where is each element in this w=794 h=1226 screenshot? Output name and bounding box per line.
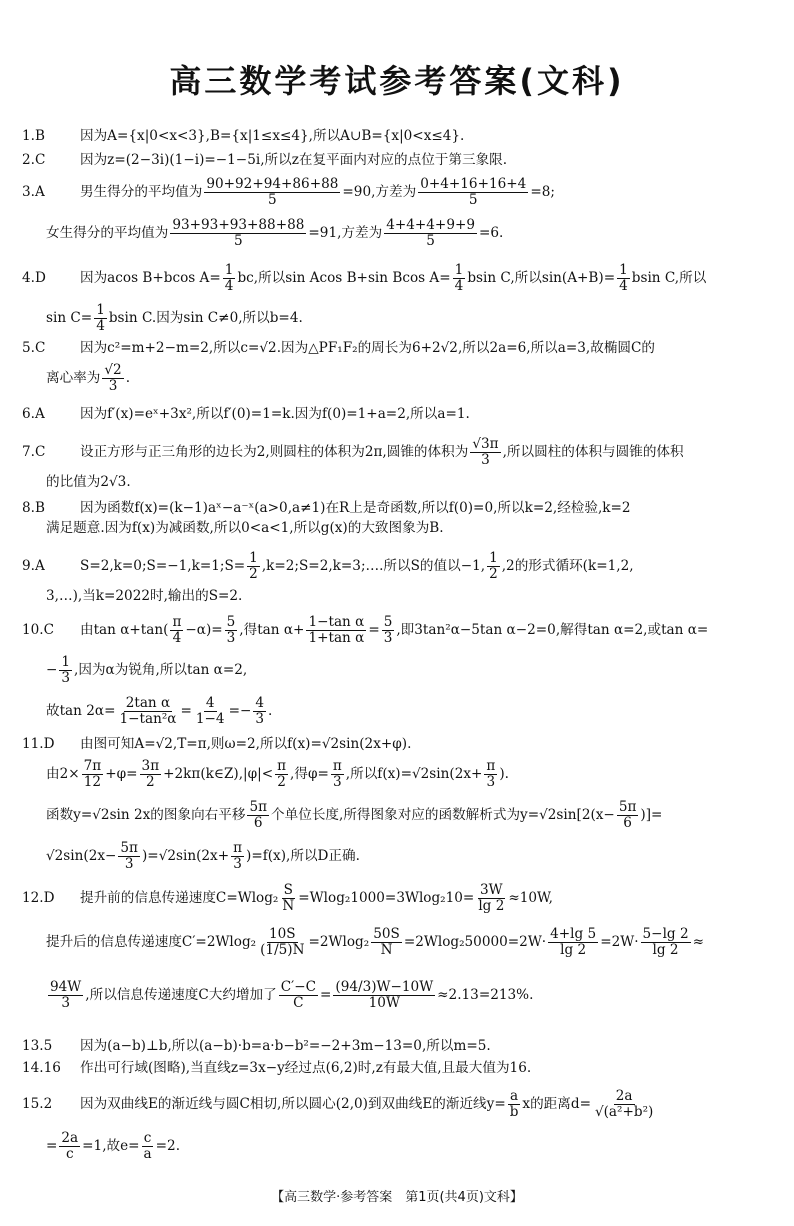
fraction bbox=[225, 615, 238, 646]
numerator: 3W bbox=[480, 881, 503, 898]
denominator: C bbox=[293, 994, 304, 1011]
fraction bbox=[194, 696, 227, 727]
fraction bbox=[617, 800, 639, 831]
denominator: c bbox=[65, 1145, 74, 1162]
page-footer: 【高三数学·参考答案 第1页(共4页)文科】 bbox=[271, 1190, 523, 1205]
numerator: π bbox=[486, 757, 496, 774]
answer-text: ,得tan α+ bbox=[239, 621, 305, 638]
fraction bbox=[247, 551, 260, 582]
numerator: 5π bbox=[618, 798, 637, 815]
answer-text: 函数y=√2sin 2x的图象向右平移 bbox=[46, 806, 246, 823]
numerator: π bbox=[233, 839, 243, 856]
answer-text: )=√2sin(2x+ bbox=[142, 847, 230, 864]
fraction bbox=[102, 363, 123, 394]
fraction bbox=[280, 883, 296, 914]
numerator: a bbox=[510, 1087, 519, 1104]
denominator: 10W bbox=[368, 994, 400, 1011]
fraction bbox=[548, 927, 598, 958]
denominator: N bbox=[380, 941, 393, 958]
numerator: √3π bbox=[472, 435, 499, 452]
answer-text: 因为f′(x)=eˣ+3x²,所以f′(0)=1=k.因为f(0)=1+a=2,所以a=1. bbox=[80, 405, 470, 422]
numerator: 0+4+16+16+4 bbox=[420, 175, 527, 192]
fraction bbox=[94, 303, 107, 334]
numerator: 1 bbox=[61, 653, 71, 670]
fraction bbox=[82, 759, 104, 790]
denominator: 6 bbox=[623, 814, 632, 831]
denominator: 4 bbox=[96, 317, 105, 334]
denominator: 3 bbox=[124, 855, 134, 872]
numerator: 5π bbox=[120, 839, 138, 856]
answer-text: ≈10W, bbox=[508, 889, 553, 906]
denominator: b bbox=[509, 1103, 519, 1120]
denominator: 5 bbox=[468, 191, 478, 208]
fraction bbox=[306, 615, 366, 646]
answer-10 bbox=[22, 610, 778, 732]
answer-text: =2Wlog₂ bbox=[308, 933, 370, 950]
numerator: 1 bbox=[489, 549, 498, 566]
answer-number: 3.A bbox=[22, 183, 45, 200]
fraction bbox=[508, 1089, 521, 1120]
page-title: 高三数学考试参考答案(文科) bbox=[169, 62, 625, 100]
answer-text: bsin C.因为sin C≠0,所以b=4. bbox=[108, 309, 303, 326]
numerator: π bbox=[332, 757, 342, 774]
fraction bbox=[59, 655, 72, 686]
answer-text: √2sin(2x− bbox=[46, 847, 117, 864]
answer-number: 6.A bbox=[22, 405, 45, 422]
denominator: 5 bbox=[234, 232, 243, 249]
fraction bbox=[48, 980, 83, 1011]
answer-text: ,k=2;S=2,k=3;….所以S的值以−1, bbox=[261, 557, 486, 574]
answer-text: = bbox=[180, 702, 192, 719]
fraction bbox=[476, 883, 506, 914]
answer-text: +2kπ(k∈Z),|φ|< bbox=[163, 765, 274, 782]
answer-text: . bbox=[125, 369, 131, 386]
answer-number: 15.2 bbox=[22, 1095, 53, 1112]
answer-14 bbox=[22, 1058, 778, 1078]
denominator: 3 bbox=[233, 855, 242, 872]
numerator: 4+lg 5 bbox=[550, 925, 597, 942]
denominator: 4 bbox=[224, 277, 234, 294]
answer-text: =2Wlog₂50000=2W· bbox=[403, 933, 547, 950]
numerator: 1 bbox=[96, 301, 105, 318]
numerator: 7π bbox=[83, 757, 102, 774]
answer-text: 提升前的信息传递速度C=Wlog₂ bbox=[80, 889, 279, 906]
answer-text: 的比值为2√3. bbox=[46, 473, 131, 490]
denominator: 3 bbox=[108, 377, 118, 394]
answer-text: 作出可行域(图略),当直线z=3x−y经过点(6,2)时,z有最大值,且最大值为16. bbox=[80, 1059, 532, 1076]
denominator: 12 bbox=[83, 773, 102, 790]
answer-number: 8.B bbox=[22, 499, 45, 516]
denominator: 3 bbox=[486, 773, 496, 790]
answer-number: 5.C bbox=[22, 339, 46, 356]
answer-text: ≈2.13=213%. bbox=[437, 986, 534, 1003]
answer-6 bbox=[22, 404, 778, 424]
answer-text: )=f(x),所以D正确. bbox=[246, 847, 360, 864]
numerator: 2tan α bbox=[125, 694, 171, 711]
answer-number: 9.A bbox=[22, 557, 45, 574]
numerator: 90+92+94+86+88 bbox=[206, 175, 339, 192]
numerator: 1 bbox=[249, 549, 258, 566]
fraction bbox=[331, 759, 344, 790]
answer-text: =91,方差为 bbox=[308, 224, 383, 241]
fraction bbox=[593, 1089, 655, 1120]
fraction bbox=[231, 841, 244, 872]
denominator: N bbox=[282, 897, 295, 914]
fraction bbox=[253, 696, 266, 727]
answer-text: bsin C,所以sin(A+B)= bbox=[467, 269, 616, 286]
answer-text: 男生得分的平均值为 bbox=[80, 183, 203, 200]
answer-number: 10.C bbox=[22, 621, 55, 638]
answer-text: −α)= bbox=[185, 621, 223, 638]
answer-text: ,所以信息传递速度C大约增加了 bbox=[85, 986, 277, 1003]
numerator: 5 bbox=[226, 613, 236, 630]
answer-1 bbox=[22, 126, 778, 146]
fraction bbox=[258, 927, 306, 958]
answer-text: =− bbox=[228, 702, 252, 719]
answer-text: x的距离d= bbox=[522, 1095, 591, 1112]
denominator: 4 bbox=[454, 277, 464, 294]
answer-text: ≈ bbox=[692, 933, 704, 950]
numerator: 5 bbox=[383, 613, 393, 630]
answer-text: 由2× bbox=[46, 765, 80, 782]
answer-text: ,得φ= bbox=[290, 765, 329, 782]
answer-text: . bbox=[268, 702, 273, 719]
answer-text: )]= bbox=[640, 806, 663, 823]
answer-text: ,所以圆柱的体积与圆锥的体积 bbox=[502, 443, 684, 460]
denominator: 3 bbox=[61, 669, 71, 686]
numerator: 5−lg 2 bbox=[642, 925, 689, 942]
answer-text: =8; bbox=[530, 183, 555, 200]
fraction bbox=[470, 437, 500, 468]
answer-text: =Wlog₂1000=3Wlog₂10= bbox=[298, 889, 475, 906]
denominator: 2 bbox=[277, 773, 286, 790]
numerator: 1 bbox=[454, 261, 464, 278]
answer-text: − bbox=[46, 661, 58, 678]
numerator: 4 bbox=[255, 694, 264, 711]
answer-text: ,即3tan²α−5tan α−2=0,解得tan α=2,或tan α= bbox=[396, 621, 709, 638]
denominator: 2 bbox=[489, 565, 498, 582]
answer-number: 2.C bbox=[22, 151, 46, 168]
answer-text: =6. bbox=[479, 224, 504, 241]
denominator: lg 2 bbox=[560, 941, 587, 958]
fraction bbox=[204, 177, 340, 208]
answer-text: sin C= bbox=[46, 309, 93, 326]
numerator: 93+93+93+88+88 bbox=[172, 216, 305, 233]
numerator: C′−C bbox=[280, 978, 317, 995]
answer-5 bbox=[22, 338, 778, 398]
answer-12 bbox=[22, 878, 778, 1024]
fraction bbox=[484, 759, 497, 790]
fraction bbox=[418, 177, 528, 208]
denominator: 3 bbox=[383, 629, 393, 646]
fraction bbox=[247, 800, 269, 831]
numerator: 4+4+4+9+9 bbox=[386, 216, 476, 233]
fraction bbox=[333, 980, 435, 1011]
numerator: 3π bbox=[141, 757, 160, 774]
numerator: (94/3)W−10W bbox=[335, 978, 434, 995]
answer-15 bbox=[22, 1082, 778, 1166]
denominator: 1−tan²α bbox=[119, 710, 177, 727]
numerator: 5π bbox=[249, 798, 268, 815]
denominator: 3 bbox=[333, 773, 342, 790]
numerator: 2a bbox=[615, 1087, 633, 1104]
numerator: 2a bbox=[61, 1129, 79, 1146]
denominator: 3 bbox=[226, 629, 236, 646]
answer-text: S=2,k=0;S=−1,k=1;S= bbox=[80, 557, 246, 574]
answer-text: 因为z=(2−3i)(1−i)=−1−5i,所以z在复平面内对应的点位于第三象限. bbox=[80, 151, 508, 168]
denominator: lg 2 bbox=[478, 897, 505, 914]
denominator: 3 bbox=[61, 994, 70, 1011]
denominator: 5 bbox=[268, 191, 277, 208]
fraction bbox=[617, 263, 630, 294]
answer-text: 因为函数f(x)=(k−1)aˣ−a⁻ˣ(a>0,a≠1)在R上是奇函数,所以f(0)=0,所以k=2,经检验,k=2 bbox=[80, 499, 631, 516]
answer-number: 1.B bbox=[22, 127, 45, 144]
answer-3 bbox=[22, 172, 778, 254]
answer-text: 设正方形与正三角形的边长为2,则圆柱的体积为2π,圆锥的体积为 bbox=[80, 443, 469, 460]
answer-9 bbox=[22, 546, 778, 606]
answer-7 bbox=[22, 432, 778, 492]
numerator: 4 bbox=[205, 694, 215, 711]
numerator: π bbox=[277, 757, 287, 774]
fraction bbox=[641, 927, 691, 958]
fraction bbox=[117, 696, 178, 727]
numerator: 1 bbox=[224, 261, 234, 278]
fraction bbox=[140, 759, 162, 790]
denominator: (1/5)N bbox=[260, 941, 305, 958]
numerator: 50S bbox=[373, 925, 400, 942]
denominator: 4 bbox=[619, 277, 628, 294]
answer-number: 12.D bbox=[22, 889, 55, 906]
answer-text: bsin C,所以 bbox=[631, 269, 707, 286]
fraction bbox=[382, 615, 395, 646]
fraction bbox=[384, 218, 477, 249]
denominator: lg 2 bbox=[652, 941, 679, 958]
fraction bbox=[453, 263, 466, 294]
answer-number: 7.C bbox=[22, 443, 46, 460]
answer-text: 3,…),当k=2022时,输出的S=2. bbox=[46, 587, 243, 604]
answer-13 bbox=[22, 1036, 778, 1056]
answer-text: =2. bbox=[155, 1137, 181, 1154]
answer-text: 由图可知A=√2,T=π,则ω=2,所以f(x)=√2sin(2x+φ). bbox=[80, 735, 412, 752]
denominator: 1+tan α bbox=[308, 629, 365, 646]
answer-text: ). bbox=[499, 765, 509, 782]
answer-4 bbox=[22, 258, 778, 338]
fraction bbox=[59, 1131, 80, 1162]
answer-text: 因为双曲线E的渐近线与圆C相切,所以圆心(2,0)到双曲线E的渐近线y= bbox=[80, 1095, 506, 1112]
answer-text: ,因为α为锐角,所以tan α=2, bbox=[74, 661, 248, 678]
denominator: 3 bbox=[481, 451, 490, 468]
fraction bbox=[275, 759, 288, 790]
numerator: 1 bbox=[619, 261, 628, 278]
answer-text: 女生得分的平均值为 bbox=[46, 224, 169, 241]
answer-number: 13.5 bbox=[22, 1037, 53, 1054]
numerator: 1−tan α bbox=[308, 613, 365, 630]
answer-text: 因为c²=m+2−m=2,所以c=√2.因为△PF₁F₂的周长为6+2√2,所以2a=6,所以a=3,故椭圆C的 bbox=[80, 339, 656, 356]
denominator: √(a²+b²) bbox=[594, 1103, 654, 1120]
answer-text: 个单位长度,所得图象对应的函数解析式为y=√2sin[2(x− bbox=[271, 806, 615, 823]
answer-text: = bbox=[368, 621, 380, 638]
answer-8 bbox=[22, 498, 778, 538]
answer-text: 因为acos B+bcos A= bbox=[80, 269, 221, 286]
answer-text: =2W· bbox=[600, 933, 639, 950]
denominator: 3 bbox=[255, 710, 264, 727]
answer-number: 4.D bbox=[22, 269, 46, 286]
answer-number: 14.16 bbox=[22, 1059, 61, 1076]
answer-text: ,所以f(x)=√2sin(2x+ bbox=[345, 765, 483, 782]
denominator: 1−4 bbox=[195, 710, 225, 727]
fraction bbox=[170, 218, 306, 249]
fraction bbox=[487, 551, 500, 582]
answer-text: = bbox=[320, 986, 332, 1003]
answer-text: 故tan 2α= bbox=[46, 702, 116, 719]
fraction bbox=[170, 615, 183, 646]
numerator: c bbox=[143, 1129, 152, 1146]
denominator: 6 bbox=[253, 814, 263, 831]
answer-2 bbox=[22, 150, 778, 170]
answer-number: 11.D bbox=[22, 735, 55, 752]
answer-text: 提升后的信息传递速度C′=2Wlog₂ bbox=[46, 933, 257, 950]
answer-text: 因为A={x|0<x<3},B={x|1≤x≤4},所以A∪B={x|0<x≤4}. bbox=[80, 127, 465, 144]
fraction bbox=[223, 263, 236, 294]
fraction bbox=[279, 980, 318, 1011]
denominator: 2 bbox=[249, 565, 258, 582]
answer-11 bbox=[22, 734, 778, 876]
denominator: a bbox=[143, 1145, 152, 1162]
answer-text: bc,所以sin Acos B+sin Bcos A= bbox=[237, 269, 451, 286]
fraction bbox=[142, 1131, 154, 1162]
answer-text: 离心率为 bbox=[46, 369, 101, 386]
fraction bbox=[371, 927, 402, 958]
numerator: S bbox=[283, 881, 293, 898]
answer-text: ,2的形式循环(k=1,2, bbox=[501, 557, 634, 574]
answer-text: 满足题意.因为f(x)为减函数,所以0<a<1,所以g(x)的大致图象为B. bbox=[46, 519, 444, 536]
denominator: 4 bbox=[172, 629, 182, 646]
numerator: 10S bbox=[269, 925, 296, 942]
numerator: √2 bbox=[104, 361, 122, 378]
answer-text: =1,故e= bbox=[82, 1137, 140, 1154]
denominator: 5 bbox=[426, 232, 435, 249]
numerator: π bbox=[172, 613, 182, 630]
denominator: 2 bbox=[146, 773, 155, 790]
answer-text: +φ= bbox=[105, 765, 138, 782]
answer-text: =90,方差为 bbox=[342, 183, 417, 200]
answer-text: 因为(a−b)⊥b,所以(a−b)·b=a·b−b²=−2+3m−13=0,所以m=5. bbox=[80, 1037, 491, 1054]
numerator: 94W bbox=[50, 978, 82, 995]
answer-text: = bbox=[46, 1137, 58, 1154]
answer-text: 由tan α+tan( bbox=[80, 621, 169, 638]
fraction bbox=[118, 841, 140, 872]
